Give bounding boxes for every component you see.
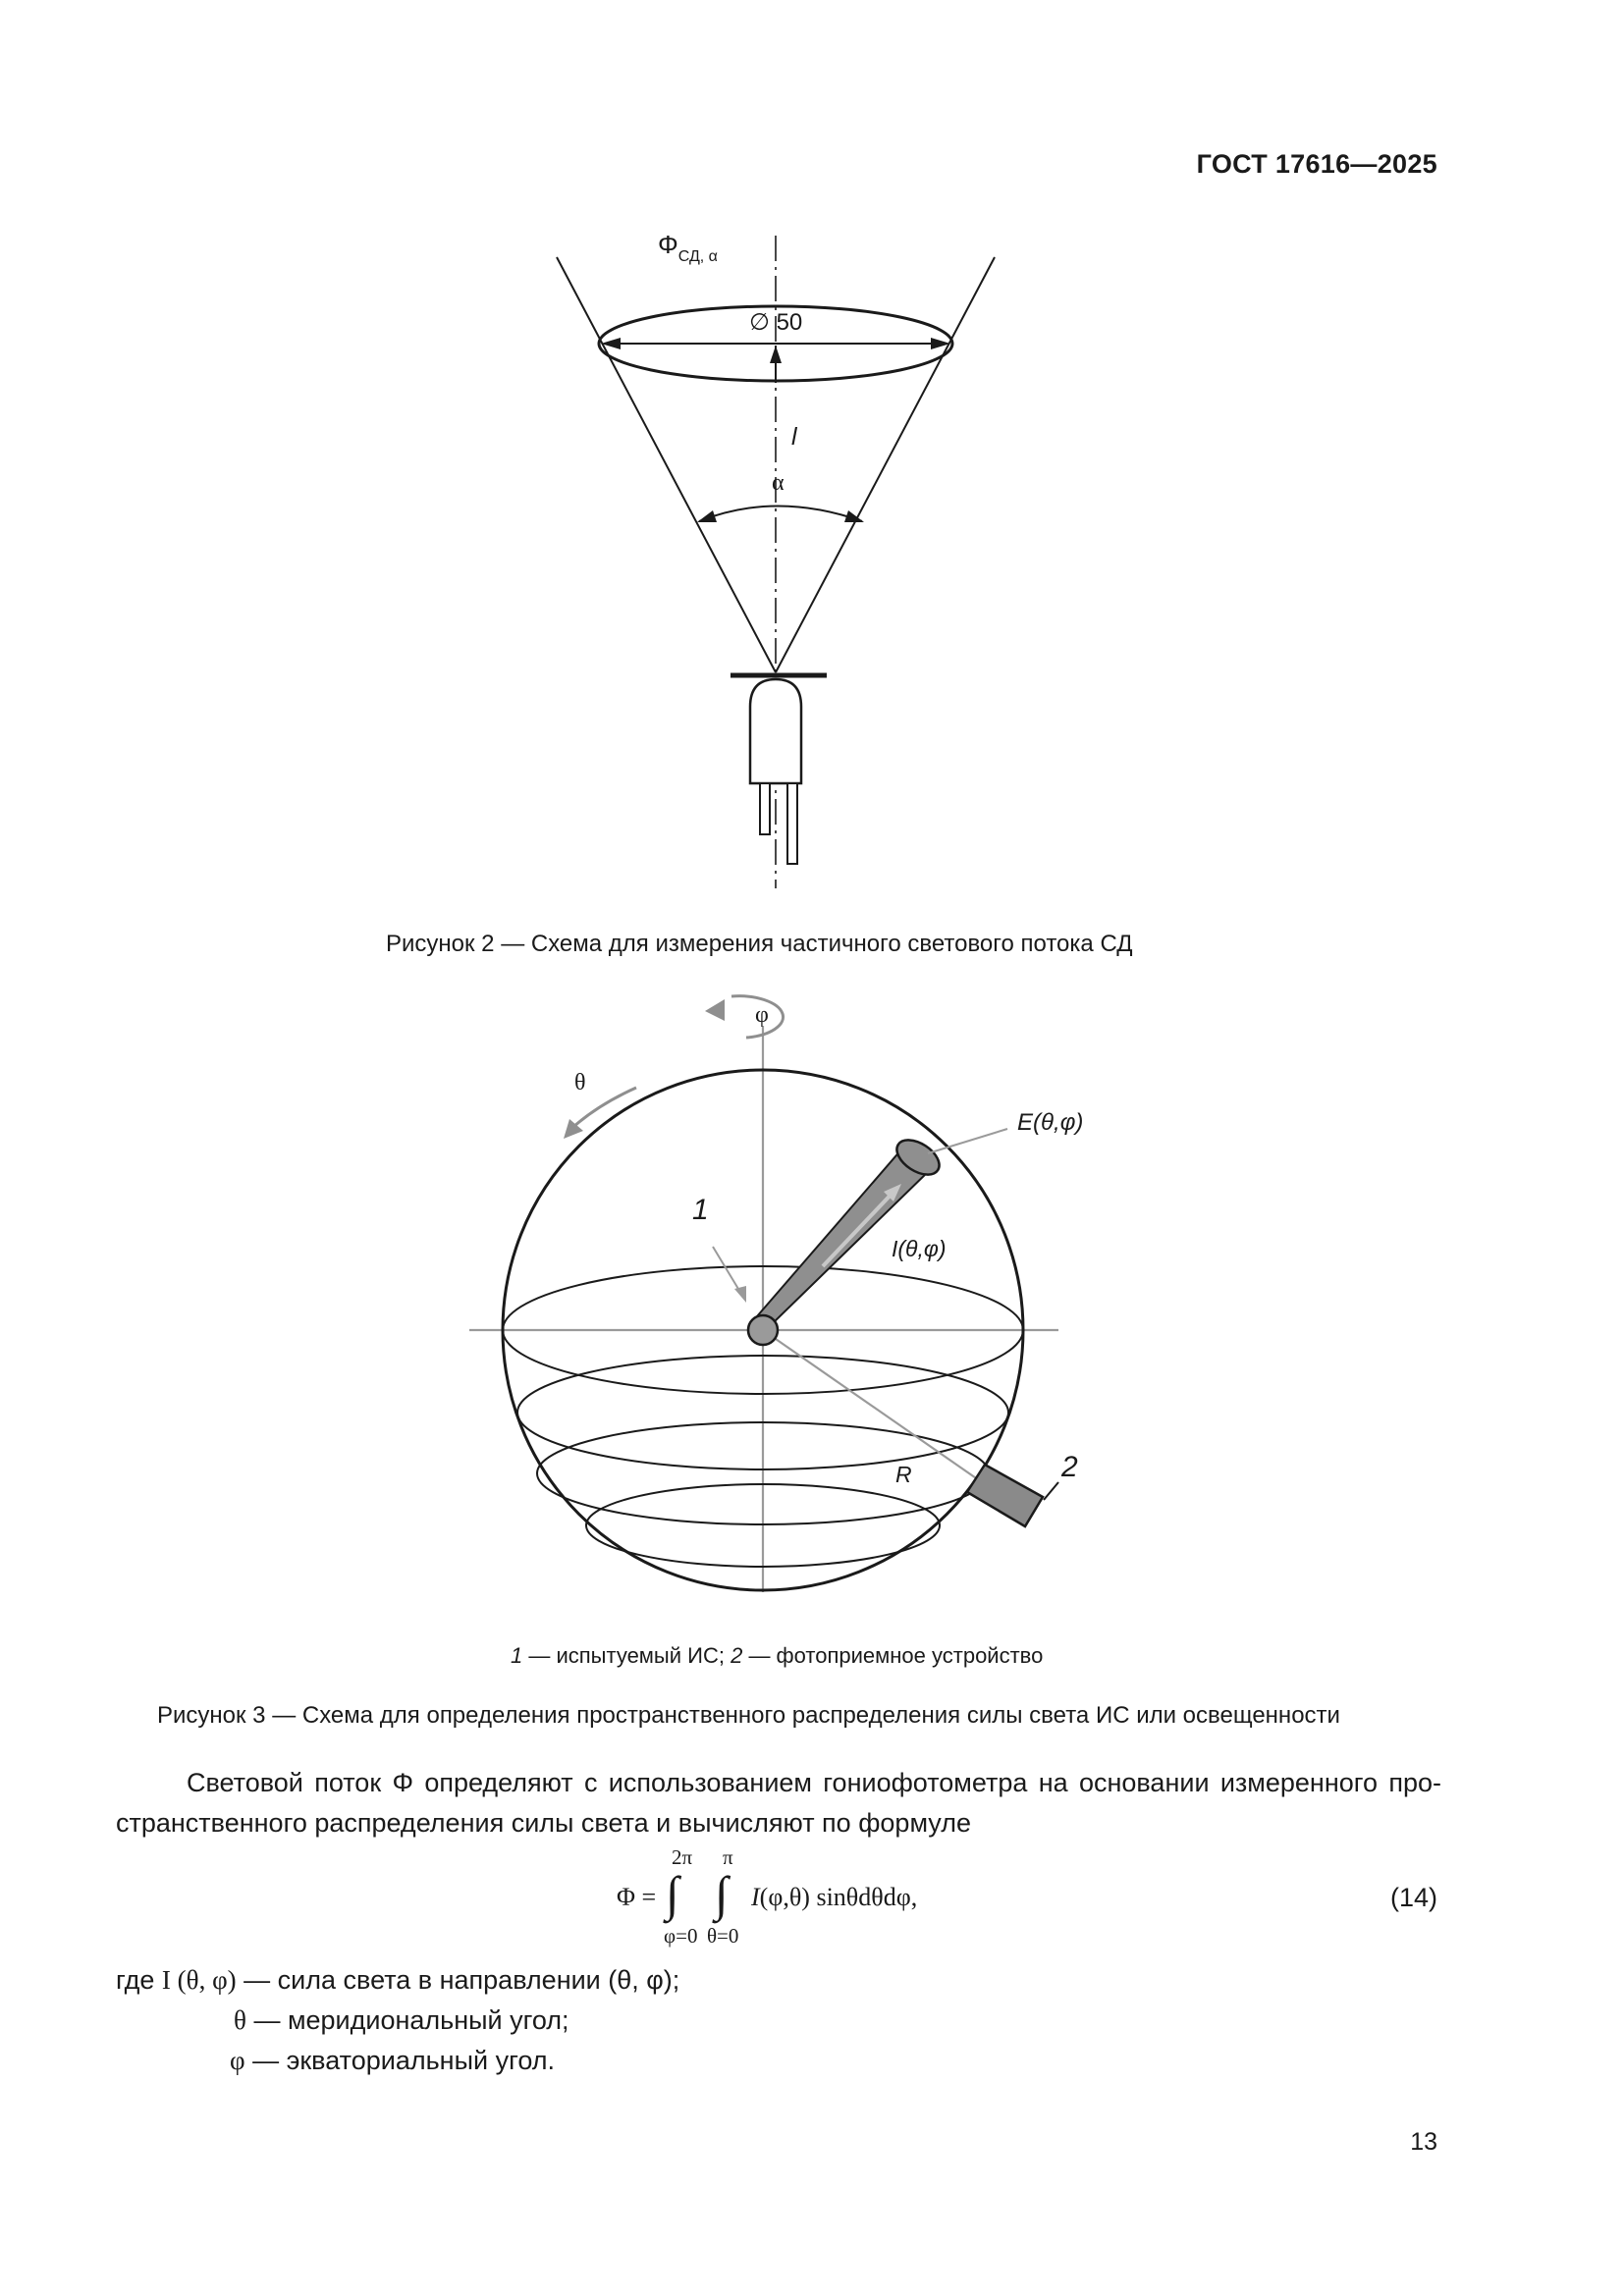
formula-14 [589, 1845, 1021, 1963]
integral-2-sign: ∫ [715, 1866, 729, 1921]
figure-2-diagram [530, 226, 1021, 893]
equation-number: (14) [1389, 1883, 1437, 1912]
photodetector [967, 1465, 1043, 1526]
paragraph-line-1: Световой поток Φ определяют с использованием гониофотометра на основании измеренного про- [187, 1768, 1441, 1797]
radius-line [763, 1330, 982, 1482]
where-row-3: φ — экваториальный угол. [230, 2046, 555, 2075]
angle-arc [699, 507, 862, 522]
integral-1-sign: ∫ [666, 1866, 679, 1921]
figure-3-legend: 1 — испытуемый ИС; 2 — фотоприемное устройство [511, 1643, 1044, 1668]
led-lead-short [760, 783, 770, 834]
integrand: I(φ,θ) sinθdθdφ, [751, 1883, 918, 1911]
angle-arrow-left [697, 510, 717, 522]
cone-right-edge [776, 257, 995, 672]
paragraph-line-2: странственного распределения силы света и вычисляют по формуле [116, 1808, 971, 1838]
R-label: R [895, 1462, 912, 1487]
integral-1-upper: 2π [672, 1845, 693, 1869]
where-row-2: θ — меридиональный угол; [234, 2005, 569, 2035]
figure-3-caption: Рисунок 3 — Схема для определения пространственного распределения силы света ИС или освещенности [157, 1702, 1340, 1729]
light-source [748, 1315, 778, 1345]
document-standard-number: ГОСТ 17616—2025 [1196, 149, 1437, 179]
figure-2-caption: Рисунок 2 — Схема для измерения частичного светового потока СД [386, 931, 1133, 957]
figure-3-diagram [452, 982, 1119, 1610]
item-2-label: 2 [1061, 1451, 1078, 1483]
diameter-label: ∅ 50 [749, 309, 803, 336]
phi-label: φ [755, 1002, 769, 1028]
angle-label: α [772, 470, 785, 496]
flux-label: $\Phi_{СД, \alpha}$ [658, 230, 718, 265]
led-body [750, 679, 801, 783]
item-1-label: 1 [692, 1194, 709, 1226]
distance-arrowhead [770, 346, 782, 363]
body-paragraph [116, 1763, 1441, 1843]
item-1-leader [713, 1247, 741, 1294]
I-label: I(θ,φ) [892, 1236, 947, 1261]
where-row-1: где I (θ, φ) — сила света в направлении (θ, φ); [116, 1965, 680, 1995]
integral-1-lower: φ=0 [664, 1924, 698, 1948]
E-label: E(θ,φ) [1017, 1109, 1084, 1136]
theta-label: θ [574, 1070, 586, 1095]
integral-2-lower: θ=0 [707, 1924, 739, 1948]
distance-label: l [791, 423, 797, 451]
formula-lhs: Φ = [617, 1883, 657, 1911]
led-lead-long [787, 783, 797, 864]
phi-rotation-arrowhead [705, 999, 725, 1021]
item-2-leader [1044, 1482, 1058, 1500]
item-1-arrowhead [734, 1286, 746, 1303]
cone-left-edge [557, 257, 776, 672]
integral-2-upper: π [723, 1845, 733, 1869]
page-number: 13 [1410, 2128, 1437, 2156]
